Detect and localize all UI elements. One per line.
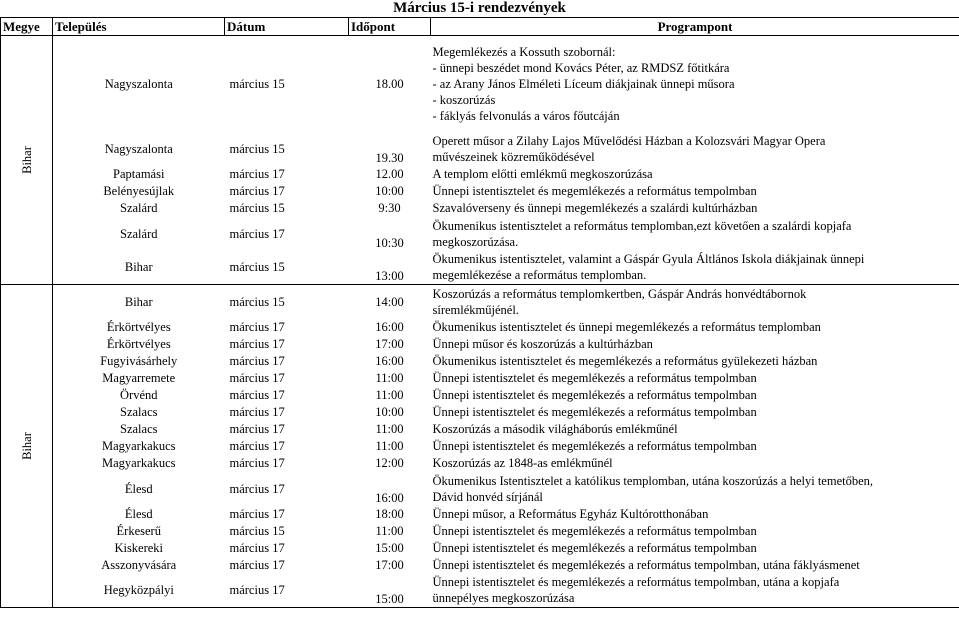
time-cell: 15:00 <box>349 574 431 608</box>
date-cell: március 15 <box>229 201 285 215</box>
table-row <box>1 166 959 183</box>
city-cell: Élesd <box>124 507 153 521</box>
time-cell: 9:30 <box>378 201 401 215</box>
table-row <box>1 319 959 336</box>
table-row <box>1 557 959 574</box>
table-row <box>1 574 959 608</box>
date-cell: március 17 <box>229 337 285 351</box>
program-cell <box>431 319 959 336</box>
time-cell: 17:00 <box>375 337 404 351</box>
table-row <box>1 421 959 438</box>
program-line: Ünnepi istentisztelet és megemlékezés a református tempolmban <box>432 405 757 419</box>
city-cell: Örvénd <box>120 388 158 402</box>
program-line: Koszorúzás a második világháborús emlékműnél <box>432 422 678 436</box>
date-cell: március 17 <box>229 541 285 555</box>
date-cell: március 17 <box>229 558 285 572</box>
time-cell: 16:00 <box>375 320 404 334</box>
city-cell: Magyarkakucs <box>101 456 176 470</box>
date-cell: március 17 <box>229 167 285 181</box>
time-cell: 10:00 <box>375 184 404 198</box>
program-line: Ünnepi műsor és koszorúzás a kultúrházban <box>432 337 653 351</box>
county-cell <box>1 285 53 608</box>
page-title: Március 15-i rendezvények <box>393 0 566 16</box>
county-cell <box>1 36 53 285</box>
table-row <box>1 336 959 353</box>
program-line: Ökumenikus istentisztelet a református templomban,ezt követően a szalárdi kopjafa <box>432 218 852 233</box>
county-label: Bihar <box>19 432 34 460</box>
program-line: Ökumenikus istentisztelet, valamint a Gáspár Gyula Áltlános Iskola diákjainak ünnepi <box>432 252 865 267</box>
date-cell: március 17 <box>229 422 285 436</box>
program-line: Ünnepi istentisztelet és megemlékezés a református tempolmban <box>432 541 757 555</box>
table-row <box>1 387 959 404</box>
city-cell: Nagyszalonta <box>104 76 173 91</box>
program-line: - fáklyás felvonulás a város főutcáján <box>432 108 620 123</box>
date-cell: március 17 <box>229 320 285 334</box>
program-cell <box>431 36 959 132</box>
city-cell: Magyarkakucs <box>101 439 176 453</box>
header-city: Település <box>53 18 225 36</box>
date-cell: március 15 <box>225 251 349 285</box>
time-cell: 11:00 <box>375 524 404 538</box>
program-line: Koszorúzás a református templomkertben, Gáspár András honvédtábornok <box>432 286 807 301</box>
program-line: Ünnepi istentisztelet és megemlékezés a református tempolmban <box>432 371 757 385</box>
table-row <box>1 540 959 557</box>
date-cell: március 15 <box>229 76 285 91</box>
program-line: síremlékműjénél. <box>432 302 519 317</box>
program-line: Ünnepi műsor, a Református Egyház Kultórotthonában <box>432 507 709 521</box>
time-cell: 18:00 <box>375 507 404 521</box>
program-cell <box>431 540 959 557</box>
table-row <box>1 251 959 285</box>
program-cell <box>431 438 959 455</box>
program-line: A templom előtti emlékmű megkoszorúzása <box>432 167 653 181</box>
time-cell: 12.00 <box>375 167 404 181</box>
city-cell: Belényesújlak <box>103 184 175 198</box>
time-cell: 11:00 <box>375 388 404 402</box>
city-cell: Szalacs <box>120 405 158 419</box>
table-row <box>1 132 959 166</box>
city-cell: Hegyközpályi <box>53 574 225 608</box>
date-cell: március 17 <box>225 574 349 608</box>
events-table <box>0 17 959 608</box>
table-row <box>1 438 959 455</box>
city-cell: Érkörtvélyes <box>106 320 171 334</box>
table-row <box>1 506 959 523</box>
date-cell: március 17 <box>229 405 285 419</box>
table-row <box>1 523 959 540</box>
program-line: Operett műsor a Zilahy Lajos Művelődési Házban a Kolozsvári Magyar Opera <box>432 133 826 148</box>
time-cell: 16:00 <box>375 354 404 368</box>
program-line: Ökumenikus istentisztelet és ünnepi megemlékezés a református templomban <box>432 320 821 334</box>
program-cell <box>431 557 959 574</box>
time-cell: 17:00 <box>375 558 404 572</box>
program-line: Ökumenikus istentisztelet és megemlékezés a református gyülekezeti házban <box>432 354 818 368</box>
date-cell: március 17 <box>229 481 285 496</box>
city-cell: Élesd <box>124 481 153 496</box>
program-cell <box>431 455 959 472</box>
program-line: - ünnepi beszédet mond Kovács Péter, az RMDSZ főtitkára <box>432 60 730 75</box>
city-cell: Szalárd <box>120 201 158 215</box>
program-line: Dávid honvéd sírjánál <box>432 489 543 504</box>
program-cell <box>431 370 959 387</box>
program-line: Ünnepi istentisztelet és megemlékezés a református tempolmban <box>432 524 757 538</box>
city-cell: Érkörtvélyes <box>106 337 171 351</box>
header-date: Dátum <box>225 18 349 36</box>
program-cell <box>431 217 959 251</box>
program-line: Koszorúzás az 1848-as emlékműnél <box>432 456 613 470</box>
program-line: - az Arany János Elméleti Líceum diákjainak ünnepi műsora <box>432 76 735 91</box>
program-cell <box>431 421 959 438</box>
program-cell <box>431 472 959 506</box>
table-row <box>1 285 959 319</box>
time-cell: 15:00 <box>375 541 404 555</box>
city-cell: Paptamási <box>113 167 165 181</box>
program-cell <box>431 183 959 200</box>
time-cell: 10:30 <box>375 235 404 250</box>
program-line: megemlékezése a református templomban. <box>432 268 647 283</box>
city-cell: Szalárd <box>120 226 158 241</box>
program-cell <box>431 166 959 183</box>
program-line: Megemlékezés a Kossuth szobornál: <box>432 44 616 59</box>
time-cell: 10:00 <box>375 405 404 419</box>
time-cell: 13:00 <box>349 251 431 285</box>
date-cell: március 15 <box>229 294 285 309</box>
date-cell: március 17 <box>229 388 285 402</box>
time-cell: 14:00 <box>375 294 404 309</box>
date-cell: március 17 <box>229 371 285 385</box>
date-cell: március 15 <box>229 141 285 156</box>
table-row <box>1 455 959 472</box>
city-cell: Szalacs <box>120 422 158 436</box>
table-row <box>1 36 959 132</box>
header-county: Megye <box>1 18 53 36</box>
time-cell: 11:00 <box>375 371 404 385</box>
city-cell: Kiskereki <box>114 541 164 555</box>
table-row <box>1 370 959 387</box>
table-row <box>1 217 959 251</box>
time-cell: 19.30 <box>375 150 404 165</box>
table-row <box>1 404 959 421</box>
events-body <box>1 36 959 608</box>
program-cell <box>431 132 959 166</box>
city-cell: Asszonyvására <box>101 558 177 572</box>
program-cell <box>431 251 959 285</box>
date-cell: március 17 <box>229 226 285 241</box>
program-cell <box>431 353 959 370</box>
city-cell: Érkeserű <box>116 524 161 538</box>
program-line: művészeinek közreműködésével <box>432 149 595 164</box>
city-cell: Bihar <box>124 294 153 309</box>
table-row <box>1 472 959 506</box>
program-line: ünnepélyes megkoszorúzása <box>432 591 575 606</box>
program-line: Szavalóverseny és ünnepi megemlékezés a szalárdi kultúrházban <box>432 201 758 215</box>
time-cell: 18.00 <box>375 76 404 91</box>
time-cell: 12:00 <box>375 456 404 470</box>
county-label: Bihar <box>19 146 34 174</box>
header-program: Programpont <box>431 18 959 36</box>
table-row <box>1 183 959 200</box>
date-cell: március 17 <box>229 456 285 470</box>
city-cell: Nagyszalonta <box>104 141 173 156</box>
program-cell <box>431 336 959 353</box>
program-cell <box>431 285 959 319</box>
date-cell: március 17 <box>229 354 285 368</box>
program-line: Ünnepi istentisztelet és megemlékezés a református tempolmban <box>432 388 757 402</box>
program-line: - koszorúzás <box>432 92 496 107</box>
table-row <box>1 200 959 217</box>
program-line: Ünnepi istentisztelet és megemlékezés a református tempolmban <box>432 439 757 453</box>
program-line: Ünnepi istentisztelet és megemlékezés a református tempolmban <box>432 184 757 198</box>
time-cell: 11:00 <box>375 439 404 453</box>
program-cell <box>431 574 959 608</box>
city-cell: Fugyivásárhely <box>100 354 178 368</box>
program-line: Ünnepi istentisztelet és megemlékezés a református tempolmban, utána fáklyásmenet <box>432 558 860 572</box>
city-cell: Magyarremete <box>102 371 176 385</box>
program-cell <box>431 404 959 421</box>
program-cell <box>431 506 959 523</box>
program-line: Ünnepi istentisztelet és megemlékezés a református tempolmban, utána a kopjafa <box>432 575 840 590</box>
program-cell <box>431 387 959 404</box>
header-time: Időpont <box>349 18 431 36</box>
table-row <box>1 353 959 370</box>
date-cell: március 15 <box>229 524 285 538</box>
date-cell: március 17 <box>229 507 285 521</box>
city-cell: Bihar <box>53 251 225 285</box>
header-row <box>1 18 959 36</box>
program-line: Ökumenikus Istentisztelet a katólikus templomban, utána koszorúzás a helyi temetőben, <box>432 473 874 488</box>
time-cell: 11:00 <box>375 422 404 436</box>
time-cell: 16:00 <box>375 490 404 505</box>
program-cell <box>431 200 959 217</box>
date-cell: március 17 <box>229 184 285 198</box>
date-cell: március 17 <box>229 439 285 453</box>
program-cell <box>431 523 959 540</box>
program-line: megkoszorúzása. <box>432 234 519 249</box>
